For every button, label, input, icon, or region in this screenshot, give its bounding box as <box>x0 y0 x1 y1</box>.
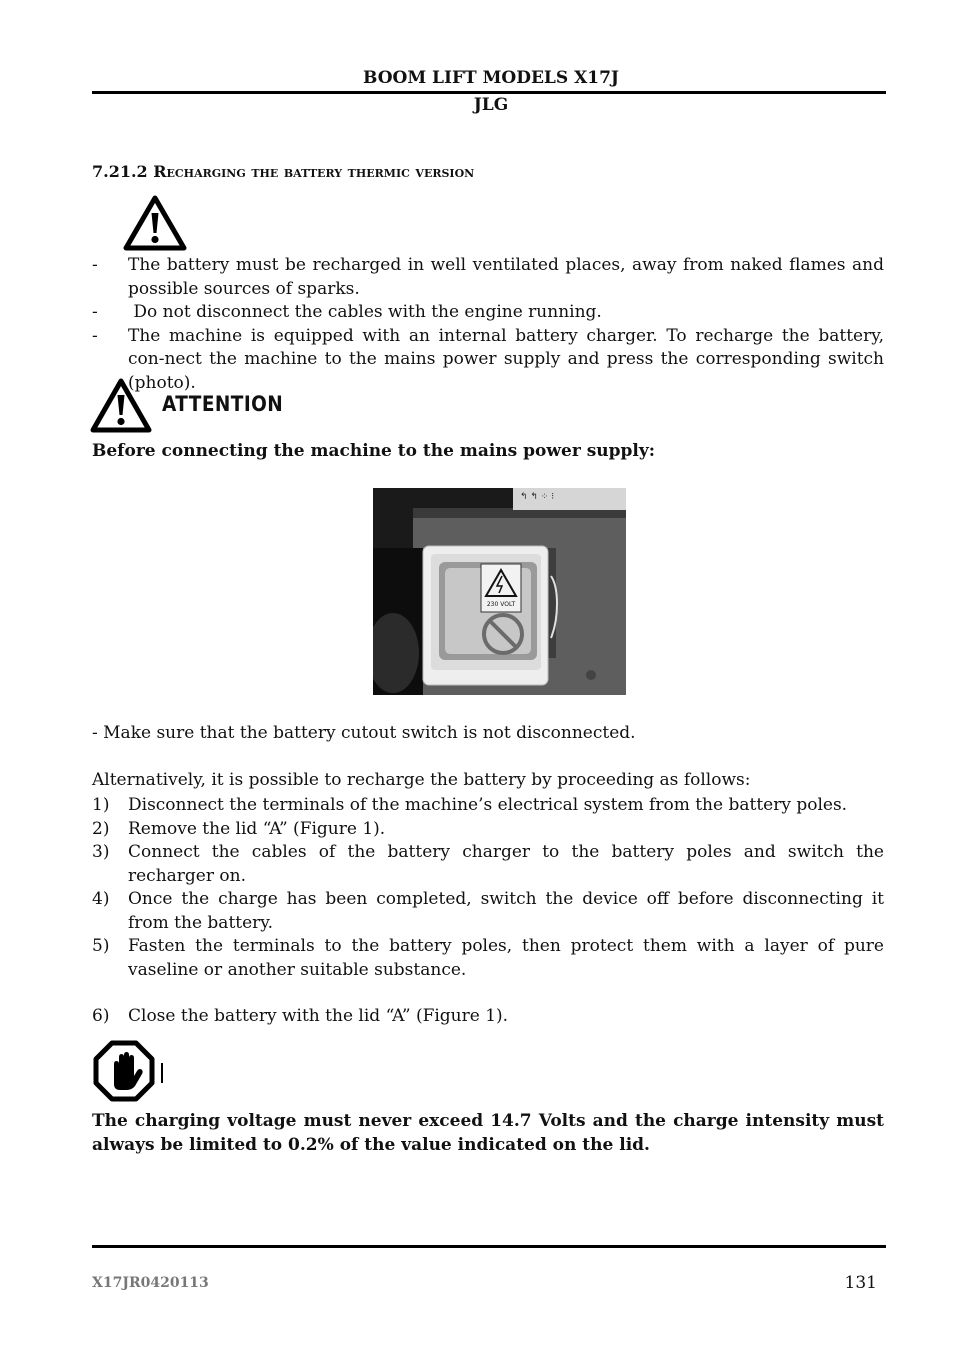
photo-voltage-label: 230 VOLT <box>486 601 516 608</box>
footer-rule <box>92 1245 886 1248</box>
list-item: 4) Once the charge has been completed, switch the device off before disconnecting it from the battery. <box>92 889 884 933</box>
section-title <box>92 162 474 181</box>
stop-note: The charging voltage must never exceed 14.7 Volts and the charge intensity must always be limited to 0.2% of the value indicated on the lid. <box>92 1111 884 1155</box>
warning-item: - The battery must be recharged in well ventilated places, away from naked flames and possible sources of sparks. <box>92 255 884 299</box>
alternative-intro: Alternatively, it is possible to recharge the battery by proceeding as follows: <box>92 770 751 790</box>
footer-code: X17JR0420113 <box>92 1275 209 1291</box>
section-heading: Recharging the battery thermic version <box>153 162 475 181</box>
stop-hand-icon <box>93 1040 155 1102</box>
list-item: 1) Disconnect the terminals of the machine’s electrical system from the battery poles. <box>92 795 848 815</box>
warning-item: - Do not disconnect the cables with the engine running. <box>92 302 602 322</box>
header-subtitle: JLG <box>473 95 509 115</box>
before-heading: Before connecting the machine to the mains power supply: <box>92 441 656 461</box>
warning-list <box>92 254 884 395</box>
list-item: 2) Remove the lid “A” (Figure 1). <box>92 818 386 839</box>
list-item: 5) Fasten the terminals to the battery poles, then protect them with a layer of pure vaseline or another suitable substance. <box>92 936 884 980</box>
charger-socket-photo <box>373 488 626 695</box>
list-item: 6) Close the battery with the lid “A” (Figure 1). <box>92 1006 509 1026</box>
header-rule <box>92 91 886 94</box>
step-six <box>92 1005 884 1029</box>
list-item: 3) Connect the cables of the battery charger to the battery poles and switch the recharger on. <box>92 842 884 886</box>
svg-text:↰ ↰ ⁘ ⁝: ↰ ↰ ⁘ ⁝ <box>520 492 555 502</box>
attention-triangle-icon <box>90 378 152 433</box>
attention-label: ATTENTION <box>162 392 284 416</box>
warning-item: - The machine is equipped with an internal battery charger. To recharge the battery, con-nect the machine to the mains power supply and press the corresponding switch (photo). <box>92 325 884 393</box>
steps-list <box>92 794 884 982</box>
section-number: 7.21.2 <box>92 162 148 181</box>
page-number: 131 <box>844 1273 877 1293</box>
header-title: BOOM LIFT MODELS X17J <box>363 68 619 88</box>
stop-divider <box>161 1063 163 1083</box>
warning-triangle-icon <box>123 195 187 251</box>
cutout-note: - Make sure that the battery cutout switch is not disconnected. <box>92 723 636 743</box>
